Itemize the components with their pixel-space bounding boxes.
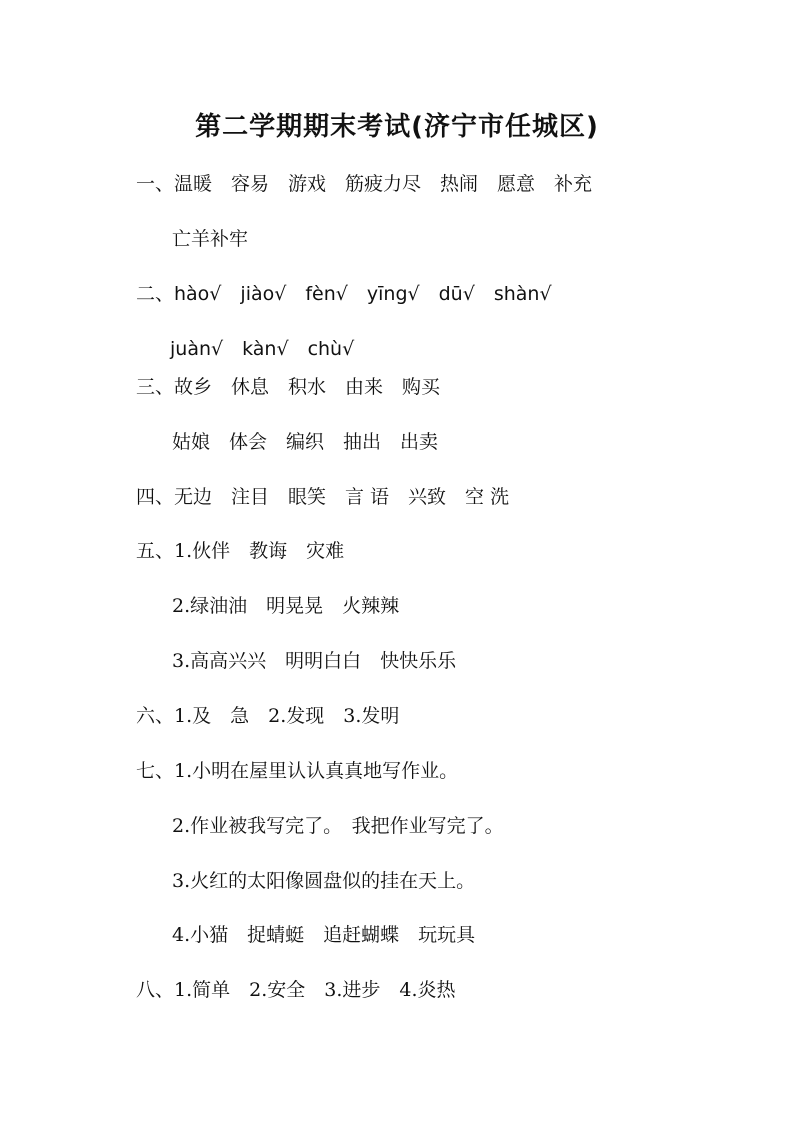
answer-line-3-cont: 姑娘 体会 编织 抽出 出卖	[172, 431, 439, 453]
answer-line-1: 一、温暖 容易 游戏 筋疲力尽 热闹 愿意 补充	[136, 173, 593, 195]
answer-line-2: 二、hào√ jiào√ fèn√ yīng√ dū√ shàn√	[136, 283, 552, 305]
answer-line-7-2: 2.作业被我写完了。 我把作业写完了。	[172, 815, 504, 837]
answer-line-5-1: 五、1.伙伴 教诲 灾难	[136, 540, 345, 562]
page-title: 第二学期期末考试(济宁市任城区)	[195, 112, 599, 142]
answer-line-8: 八、1.简单 2.安全 3.进步 4.炎热	[136, 979, 456, 1001]
answer-line-5-3: 3.高高兴兴 明明白白 快快乐乐	[172, 650, 457, 672]
answer-line-6: 六、1.及 急 2.发现 3.发明	[136, 705, 400, 727]
answer-line-3: 三、故乡 休息 积水 由来 购买	[136, 376, 441, 398]
answer-line-7-1: 七、1.小明在屋里认认真真地写作业。	[136, 760, 459, 782]
answer-line-4: 四、无边 注目 眼笑 言 语 兴致 空 洗	[136, 486, 510, 508]
answer-line-7-3: 3.火红的太阳像圆盘似的挂在天上。	[172, 870, 476, 892]
answer-line-2-cont: juàn√ kàn√ chù√	[170, 338, 355, 360]
answer-line-1-cont: 亡羊补牢	[172, 228, 249, 250]
answer-line-7-4: 4.小猫 捉蜻蜓 追赶蝴蝶 玩玩具	[172, 924, 476, 946]
answer-line-5-2: 2.绿油油 明晃晃 火辣辣	[172, 595, 400, 617]
